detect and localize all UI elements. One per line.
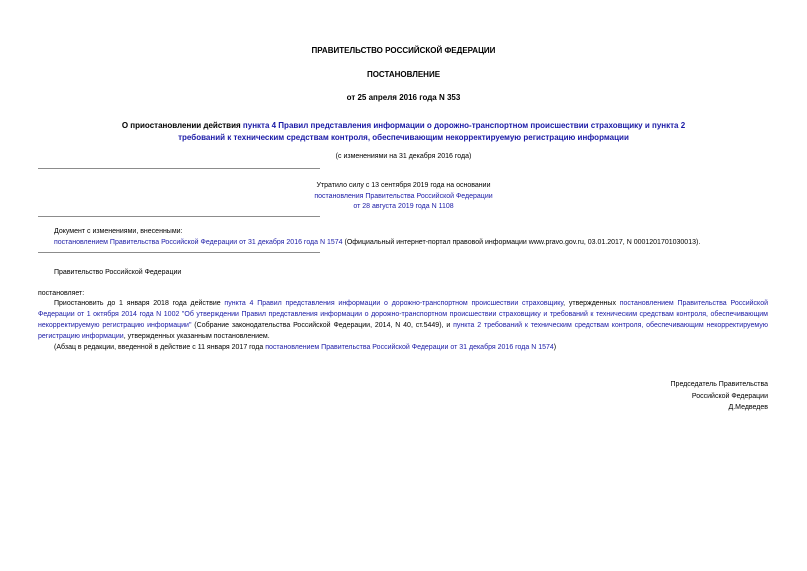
divider bbox=[38, 168, 320, 169]
p2-text-b: ) bbox=[553, 344, 557, 351]
divider bbox=[38, 216, 320, 217]
p2-link[interactable]: постановлением Правительства Российской Федерации от 31 декабря 2016 года N 1574 bbox=[265, 344, 554, 351]
issuer: Правительство Российской Федерации bbox=[54, 269, 182, 276]
p1-text-b: , утвержденных bbox=[563, 300, 620, 307]
date-number: от 25 апреля 2016 года N 353 bbox=[346, 93, 461, 102]
p1-link-2[interactable]: постановлением Правительства Российской Федерации от 1 октября 2014 года N 1002 "Об утверждении Правил представления информации о дорожно-транспортном происшествии страховщику и требований к техническим средствам контроля, обеспечивающим некорректируемую регистрацию информации" bbox=[38, 300, 768, 329]
signature-country: Российской Федерации bbox=[691, 392, 768, 400]
paragraph-2 bbox=[54, 342, 768, 353]
p1-text-a: Приостановить до 1 января 2018 года действие bbox=[54, 300, 225, 307]
amendment-source: (Официальный интернет-портал правовой информации www.pravo.gov.ru, 03.01.2017, N 0001201701030013). bbox=[342, 239, 701, 246]
divider bbox=[38, 252, 320, 253]
p1-link-1[interactable]: пункта 4 Правил представления информации о дорожно-транспортном происшествии страховщику bbox=[224, 300, 564, 307]
signature-title: Председатель Правительства bbox=[670, 381, 768, 388]
document-type: ПОСТАНОВЛЕНИЕ bbox=[366, 70, 441, 79]
expired-line1: Утратило силу с 13 сентября 2019 года на основании bbox=[316, 182, 491, 189]
p1-text-d: , утвержденных указанным постановлением. bbox=[123, 333, 270, 340]
document-title bbox=[105, 120, 702, 144]
resolves: постановляет: bbox=[38, 290, 85, 297]
paragraph-1 bbox=[38, 298, 768, 342]
expired-notice bbox=[0, 181, 807, 213]
amendments-line bbox=[54, 237, 784, 248]
title-prefix: О приостановлении действия bbox=[121, 121, 243, 130]
amendments-label: Документ с изменениями, внесенными: bbox=[54, 228, 183, 235]
amendment-link[interactable]: постановлением Правительства Российской Федерации от 31 декабря 2016 года N 1574 bbox=[54, 239, 343, 246]
revision-note: (с изменениями на 31 декабря 2016 года) bbox=[335, 153, 472, 160]
government-heading: ПРАВИТЕЛЬСТВО РОССИЙСКОЙ ФЕДЕРАЦИИ bbox=[311, 46, 496, 55]
p1-link-3[interactable]: пункта 2 требований к техническим средствам контроля, обеспечивающим некорректируемую регистрацию информации bbox=[38, 322, 768, 340]
title-link[interactable]: пункта 4 Правил представления информации о дорожно-транспортном происшествии страховщику и пункта 2 требований к техническим средствам контроля, обеспечивающим некорректируемую регистрацию информации bbox=[178, 121, 686, 142]
p2-text-a: (Абзац в редакции, введенной в действие с 11 января 2017 года bbox=[54, 344, 266, 351]
p1-text-c: (Собрание законодательства Российской Федерации, 2014, N 40, ст.5449), и bbox=[191, 322, 454, 329]
signature-name: Д.Медведев bbox=[728, 404, 768, 411]
expired-link-line3[interactable]: от 28 августа 2019 года N 1108 bbox=[353, 203, 454, 210]
expired-link-line2[interactable]: постановления Правительства Российской Федерации bbox=[314, 192, 493, 200]
signature-block bbox=[671, 379, 768, 414]
